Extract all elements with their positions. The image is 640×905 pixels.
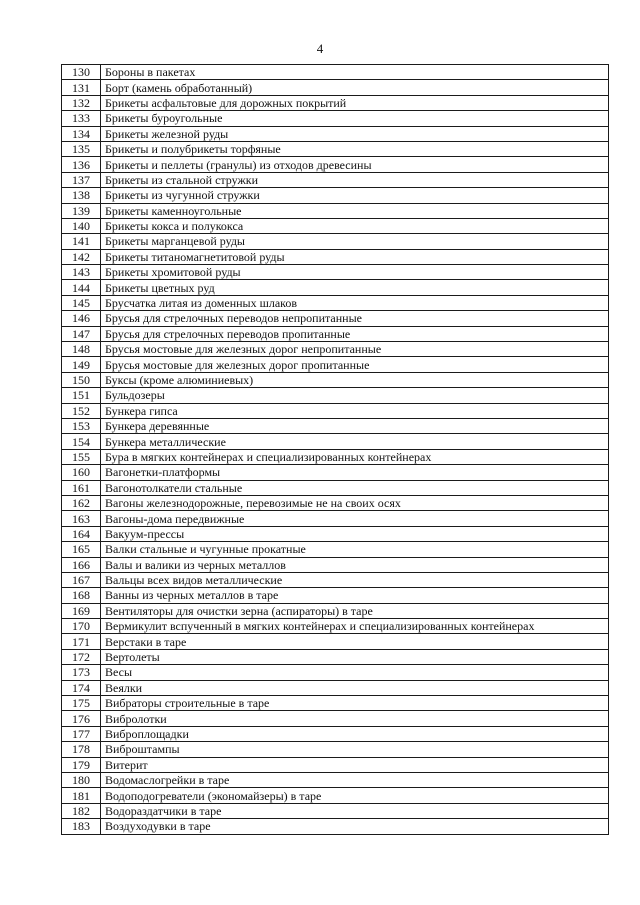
item-name-cell: Вертолеты xyxy=(101,649,609,664)
item-name-cell: Борт (камень обработанный) xyxy=(101,80,609,95)
item-name-cell: Брикеты цветных руд xyxy=(101,280,609,295)
table-row xyxy=(62,665,609,680)
row-number-cell: 176 xyxy=(62,711,101,726)
table-row xyxy=(62,634,609,649)
table-row xyxy=(62,572,609,587)
table-row xyxy=(62,803,609,818)
item-name-cell: Ванны из черных металлов в таре xyxy=(101,588,609,603)
table-row xyxy=(62,495,609,510)
item-name-cell: Валки стальные и чугунные прокатные xyxy=(101,542,609,557)
row-number-cell: 182 xyxy=(62,803,101,818)
row-number-cell: 152 xyxy=(62,403,101,418)
table-row xyxy=(62,141,609,156)
item-name-cell: Брикеты хромитовой руды xyxy=(101,265,609,280)
table-row xyxy=(62,603,609,618)
item-name-cell: Брикеты из чугунной стружки xyxy=(101,188,609,203)
item-name-cell: Виброштампы xyxy=(101,742,609,757)
item-name-cell: Бура в мягких контейнерах и специализированных контейнерах xyxy=(101,449,609,464)
table-row xyxy=(62,772,609,787)
row-number-cell: 148 xyxy=(62,342,101,357)
item-name-cell: Брикеты и полубрикеты торфяные xyxy=(101,141,609,156)
item-name-cell: Бульдозеры xyxy=(101,388,609,403)
row-number-cell: 133 xyxy=(62,111,101,126)
table-row xyxy=(62,295,609,310)
row-number-cell: 183 xyxy=(62,819,101,834)
item-name-cell: Бункера деревянные xyxy=(101,418,609,433)
row-number-cell: 136 xyxy=(62,157,101,172)
table-row xyxy=(62,111,609,126)
table-row xyxy=(62,819,609,834)
table-row xyxy=(62,326,609,341)
item-name-cell: Витерит xyxy=(101,757,609,772)
row-number-cell: 130 xyxy=(62,65,101,80)
item-name-cell: Вальцы всех видов металлические xyxy=(101,572,609,587)
table-row xyxy=(62,526,609,541)
item-name-cell: Вермикулит вспученный в мягких контейнерах и специализированных контейнерах xyxy=(101,619,609,634)
item-name-cell: Виброплощадки xyxy=(101,726,609,741)
row-number-cell: 132 xyxy=(62,95,101,110)
table-row xyxy=(62,172,609,187)
table-row xyxy=(62,126,609,141)
item-name-cell: Весы xyxy=(101,665,609,680)
row-number-cell: 155 xyxy=(62,449,101,464)
row-number-cell: 162 xyxy=(62,495,101,510)
item-name-cell: Валы и валики из черных металлов xyxy=(101,557,609,572)
row-number-cell: 166 xyxy=(62,557,101,572)
row-number-cell: 135 xyxy=(62,141,101,156)
row-number-cell: 139 xyxy=(62,203,101,218)
table-row xyxy=(62,557,609,572)
table-row xyxy=(62,726,609,741)
item-name-cell: Брикеты каменноугольные xyxy=(101,203,609,218)
table-row xyxy=(62,234,609,249)
row-number-cell: 140 xyxy=(62,218,101,233)
row-number-cell: 160 xyxy=(62,465,101,480)
row-number-cell: 154 xyxy=(62,434,101,449)
row-number-cell: 137 xyxy=(62,172,101,187)
table-row xyxy=(62,403,609,418)
item-name-cell: Брикеты титаномагнетитовой руды xyxy=(101,249,609,264)
table-row xyxy=(62,388,609,403)
row-number-cell: 170 xyxy=(62,619,101,634)
page-number: 4 xyxy=(316,41,324,56)
table-row xyxy=(62,757,609,772)
item-name-cell: Водомаслогрейки в таре xyxy=(101,772,609,787)
table-row xyxy=(62,542,609,557)
row-number-cell: 146 xyxy=(62,311,101,326)
table-row xyxy=(62,265,609,280)
item-name-cell: Бороны в пакетах xyxy=(101,65,609,80)
item-name-cell: Брусья мостовые для железных дорог непропитанные xyxy=(101,342,609,357)
table-row xyxy=(62,511,609,526)
table-row xyxy=(62,696,609,711)
row-number-cell: 142 xyxy=(62,249,101,264)
table-row xyxy=(62,742,609,757)
item-name-cell: Вагоны железнодорожные, перевозимые не на своих осях xyxy=(101,495,609,510)
table-row xyxy=(62,465,609,480)
row-number-cell: 167 xyxy=(62,572,101,587)
table-row xyxy=(62,680,609,695)
row-number-cell: 134 xyxy=(62,126,101,141)
table-row xyxy=(62,280,609,295)
table-row xyxy=(62,588,609,603)
item-name-cell: Брикеты марганцевой руды xyxy=(101,234,609,249)
row-number-cell: 144 xyxy=(62,280,101,295)
row-number-cell: 178 xyxy=(62,742,101,757)
row-number-cell: 174 xyxy=(62,680,101,695)
item-name-cell: Вибраторы строительные в таре xyxy=(101,696,609,711)
table-row xyxy=(62,434,609,449)
item-name-cell: Вагонетки-платформы xyxy=(101,465,609,480)
table-row xyxy=(62,357,609,372)
row-number-cell: 181 xyxy=(62,788,101,803)
item-name-cell: Вагонотолкатели стальные xyxy=(101,480,609,495)
item-name-cell: Вибролотки xyxy=(101,711,609,726)
item-name-cell: Буксы (кроме алюминиевых) xyxy=(101,372,609,387)
item-name-cell: Брикеты буроугольные xyxy=(101,111,609,126)
cargo-list-table xyxy=(61,64,609,835)
item-name-cell: Брусья мостовые для железных дорог пропитанные xyxy=(101,357,609,372)
table-row xyxy=(62,249,609,264)
table-row xyxy=(62,372,609,387)
row-number-cell: 151 xyxy=(62,388,101,403)
row-number-cell: 172 xyxy=(62,649,101,664)
table-row xyxy=(62,619,609,634)
row-number-cell: 171 xyxy=(62,634,101,649)
item-name-cell: Водораздатчики в таре xyxy=(101,803,609,818)
table-row xyxy=(62,311,609,326)
item-name-cell: Вакуум-прессы xyxy=(101,526,609,541)
table-row xyxy=(62,711,609,726)
row-number-cell: 165 xyxy=(62,542,101,557)
row-number-cell: 131 xyxy=(62,80,101,95)
row-number-cell: 153 xyxy=(62,418,101,433)
item-name-cell: Брусья для стрелочных переводов непропитанные xyxy=(101,311,609,326)
item-name-cell: Брикеты из стальной стружки xyxy=(101,172,609,187)
row-number-cell: 175 xyxy=(62,696,101,711)
row-number-cell: 177 xyxy=(62,726,101,741)
item-name-cell: Брикеты асфальтовые для дорожных покрытий xyxy=(101,95,609,110)
item-name-cell: Бункера гипса xyxy=(101,403,609,418)
item-name-cell: Вагоны-дома передвижные xyxy=(101,511,609,526)
row-number-cell: 168 xyxy=(62,588,101,603)
row-number-cell: 143 xyxy=(62,265,101,280)
table-row xyxy=(62,157,609,172)
item-name-cell: Бункера металлические xyxy=(101,434,609,449)
item-name-cell: Брикеты железной руды xyxy=(101,126,609,141)
item-name-cell: Брусчатка литая из доменных шлаков xyxy=(101,295,609,310)
row-number-cell: 149 xyxy=(62,357,101,372)
row-number-cell: 169 xyxy=(62,603,101,618)
table-row xyxy=(62,418,609,433)
item-name-cell: Брусья для стрелочных переводов пропитанные xyxy=(101,326,609,341)
row-number-cell: 150 xyxy=(62,372,101,387)
table-row xyxy=(62,95,609,110)
item-name-cell: Воздуходувки в таре xyxy=(101,819,609,834)
row-number-cell: 161 xyxy=(62,480,101,495)
item-name-cell: Веялки xyxy=(101,680,609,695)
row-number-cell: 179 xyxy=(62,757,101,772)
table-row xyxy=(62,788,609,803)
row-number-cell: 163 xyxy=(62,511,101,526)
row-number-cell: 147 xyxy=(62,326,101,341)
table-body xyxy=(62,65,609,835)
row-number-cell: 141 xyxy=(62,234,101,249)
table-row xyxy=(62,80,609,95)
row-number-cell: 180 xyxy=(62,772,101,787)
table-row xyxy=(62,480,609,495)
table-row xyxy=(62,449,609,464)
row-number-cell: 164 xyxy=(62,526,101,541)
table-row xyxy=(62,203,609,218)
item-name-cell: Брикеты и пеллеты (гранулы) из отходов древесины xyxy=(101,157,609,172)
row-number-cell: 138 xyxy=(62,188,101,203)
table-row xyxy=(62,188,609,203)
item-name-cell: Брикеты кокса и полукокса xyxy=(101,218,609,233)
table-row xyxy=(62,342,609,357)
table-row xyxy=(62,218,609,233)
table-row xyxy=(62,649,609,664)
item-name-cell: Вентиляторы для очистки зерна (аспираторы) в таре xyxy=(101,603,609,618)
row-number-cell: 173 xyxy=(62,665,101,680)
row-number-cell: 145 xyxy=(62,295,101,310)
table-row xyxy=(62,65,609,80)
item-name-cell: Верстаки в таре xyxy=(101,634,609,649)
item-name-cell: Водоподогреватели (экономайзеры) в таре xyxy=(101,788,609,803)
